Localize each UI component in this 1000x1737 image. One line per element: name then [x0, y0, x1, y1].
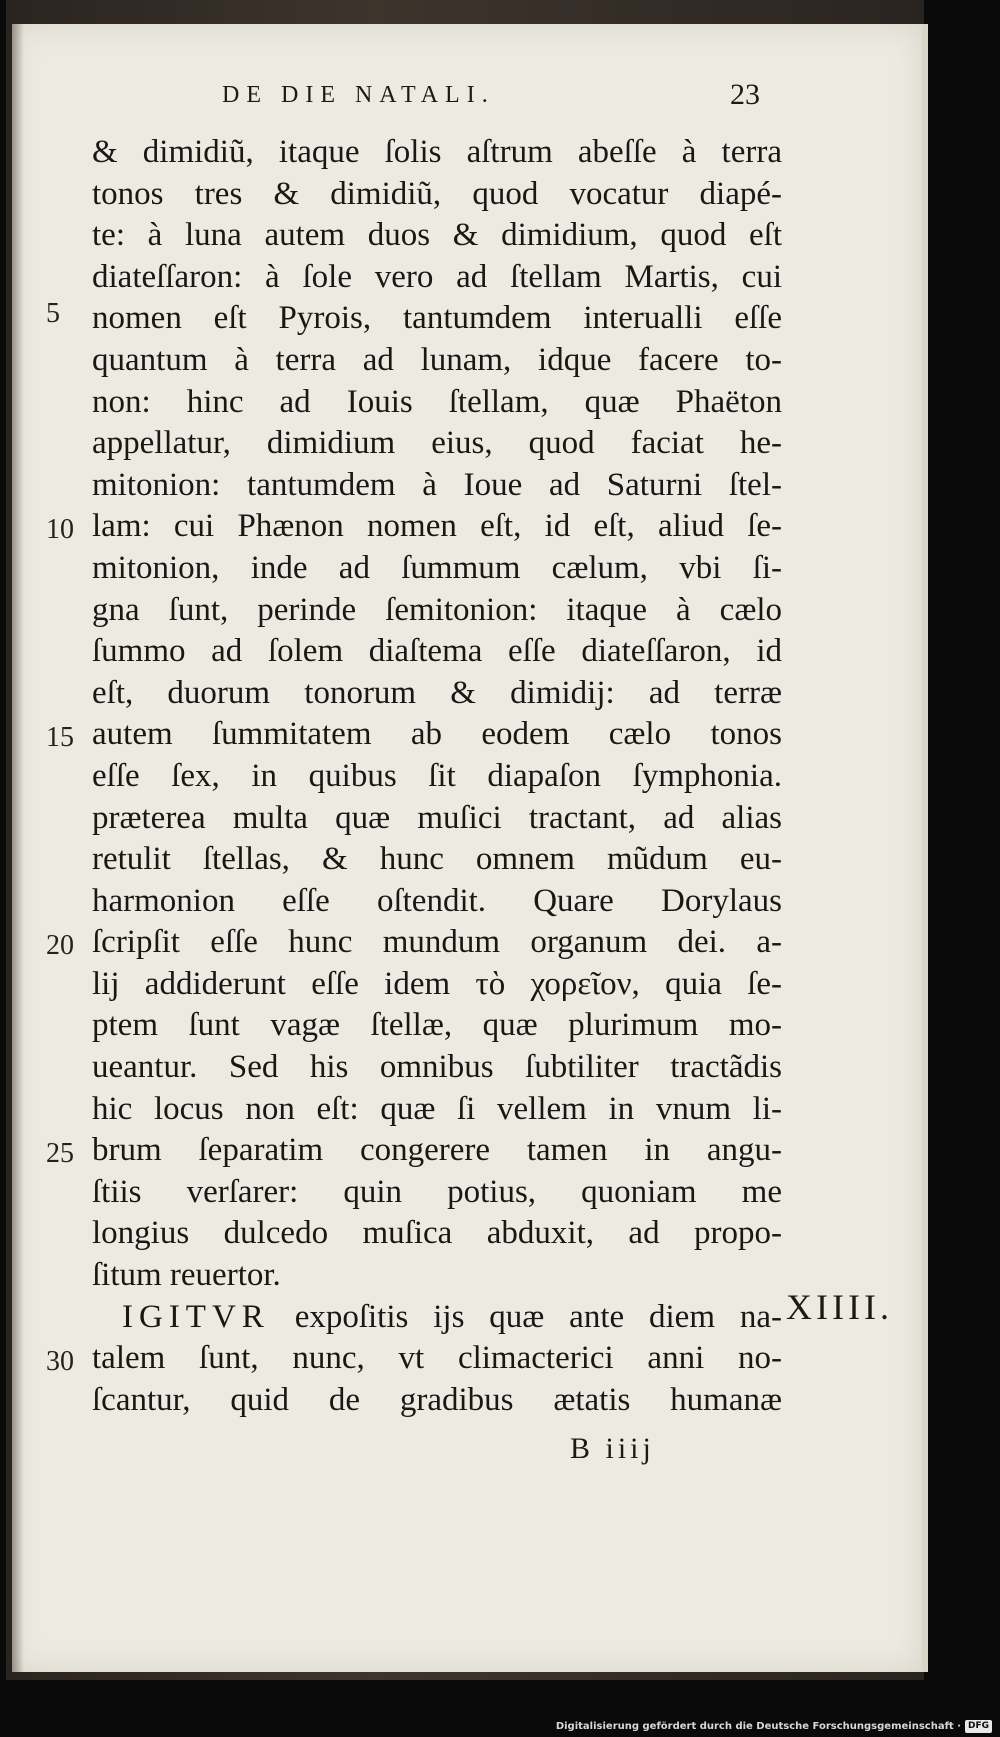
- text-line: quantum à terra ad lunam, idque facere to-: [92, 341, 782, 378]
- gutter-shadow: [12, 24, 24, 1672]
- margin-line-number: 30: [46, 1346, 74, 1377]
- text-line: ſcantur, quid de gradibus ætatis humanæ: [92, 1381, 782, 1418]
- margin-line-number: 15: [46, 722, 74, 753]
- text-line: tonos tres & dimidiũ, quod vocatur diapé-: [92, 175, 782, 212]
- margin-line-number: 10: [46, 514, 74, 545]
- text-block: [92, 132, 782, 1421]
- text-line: lam: cui Phænon nomen eſt, id eſt, aliud ſe-: [92, 508, 782, 545]
- margin-line-number: 20: [46, 930, 74, 961]
- text-line: ueantur. Sed his omnibus ſubtiliter tractãdis: [92, 1049, 782, 1086]
- text-line: mitonion, inde ad ſummum cælum, vbi ſi-: [92, 549, 782, 586]
- text-line: non: hinc ad Iouis ſtellam, quæ Phaëton: [92, 383, 782, 420]
- text-line: harmonion eſſe oſtendit. Quare Dorylaus: [92, 882, 782, 919]
- text-line: autem ſummitatem ab eodem cælo tonos: [92, 716, 782, 753]
- page-number: 23: [730, 78, 760, 111]
- text-line: brum ſeparatim congerere tamen in angu-: [92, 1132, 782, 1169]
- digitization-footer: [556, 1718, 992, 1734]
- text-line: ptem ſunt vagæ ſtellæ, quæ plurimum mo-: [92, 1007, 782, 1044]
- text-line: ſcripſit eſſe hunc mundum organum dei. a-: [92, 924, 782, 961]
- section-number: XIIII.: [786, 1287, 893, 1327]
- margin-line-number: 25: [46, 1138, 74, 1169]
- text-line: talem ſunt, nunc, vt climacterici anni no-: [92, 1340, 782, 1377]
- text-line: longius dulcedo muſica abduxit, ad propo-: [92, 1215, 782, 1252]
- paragraph-first-line: [92, 1297, 782, 1339]
- text-line: appellatur, dimidium eius, quod faciat he-: [92, 425, 782, 462]
- text-line: eſt, duorum tonorum & dimidij: ad terræ: [92, 674, 782, 711]
- text-line: & dimidiũ, itaque ſolis aſtrum abeſſe à terra: [92, 134, 782, 170]
- paragraph-initial-word: IGITVR: [122, 1298, 270, 1335]
- paragraph-first-line-text: expoſitis ijs quæ ante diem na-: [269, 1298, 782, 1335]
- text-line: lij addiderunt eſſe idem τὸ χορεῖον, quia ſe-: [92, 965, 782, 1002]
- text-line: gna ſunt, perinde ſemitonion: itaque à cælo: [92, 591, 782, 628]
- text-line: te: à luna autem duos & dimidium, quod eſt: [92, 217, 782, 254]
- text-line: ſitum reuertor.: [92, 1257, 281, 1294]
- text-line: ſummo ad ſolem diaſtema eſſe diateſſaron, id: [92, 633, 782, 670]
- text-line: præterea multa quæ muſici tractant, ad alias: [92, 799, 782, 836]
- text-line: nomen eſt Pyrois, tantumdem interualli eſſe: [92, 300, 782, 337]
- text-line: mitonion: tantumdem à Ioue ad Saturni ſtel-: [92, 466, 782, 503]
- text-line: retulit ſtellas, & hunc omnem mũdum eu-: [92, 841, 782, 878]
- margin-line-number: 5: [46, 298, 60, 329]
- book-page: [12, 24, 928, 1672]
- text-line: eſſe ſex, in quibus ſit diapaſon ſymphonia.: [92, 757, 782, 794]
- signature-mark: B iiij: [570, 1432, 655, 1465]
- dfg-logo-icon: DFG: [965, 1720, 992, 1733]
- running-title: DE DIE NATALI.: [222, 82, 495, 108]
- digitization-credit: Digitalisierung gefördert durch die Deutsche Forschungsgemeinschaft ·: [555, 1720, 961, 1732]
- text-line: ſtiis verſarer: quin potius, quoniam me: [92, 1173, 782, 1210]
- text-line: diateſſaron: à ſole vero ad ſtellam Martis, cui: [92, 258, 782, 295]
- text-line: hic locus non eſt: quæ ſi vellem in vnum li-: [92, 1090, 782, 1127]
- running-head: [12, 78, 922, 122]
